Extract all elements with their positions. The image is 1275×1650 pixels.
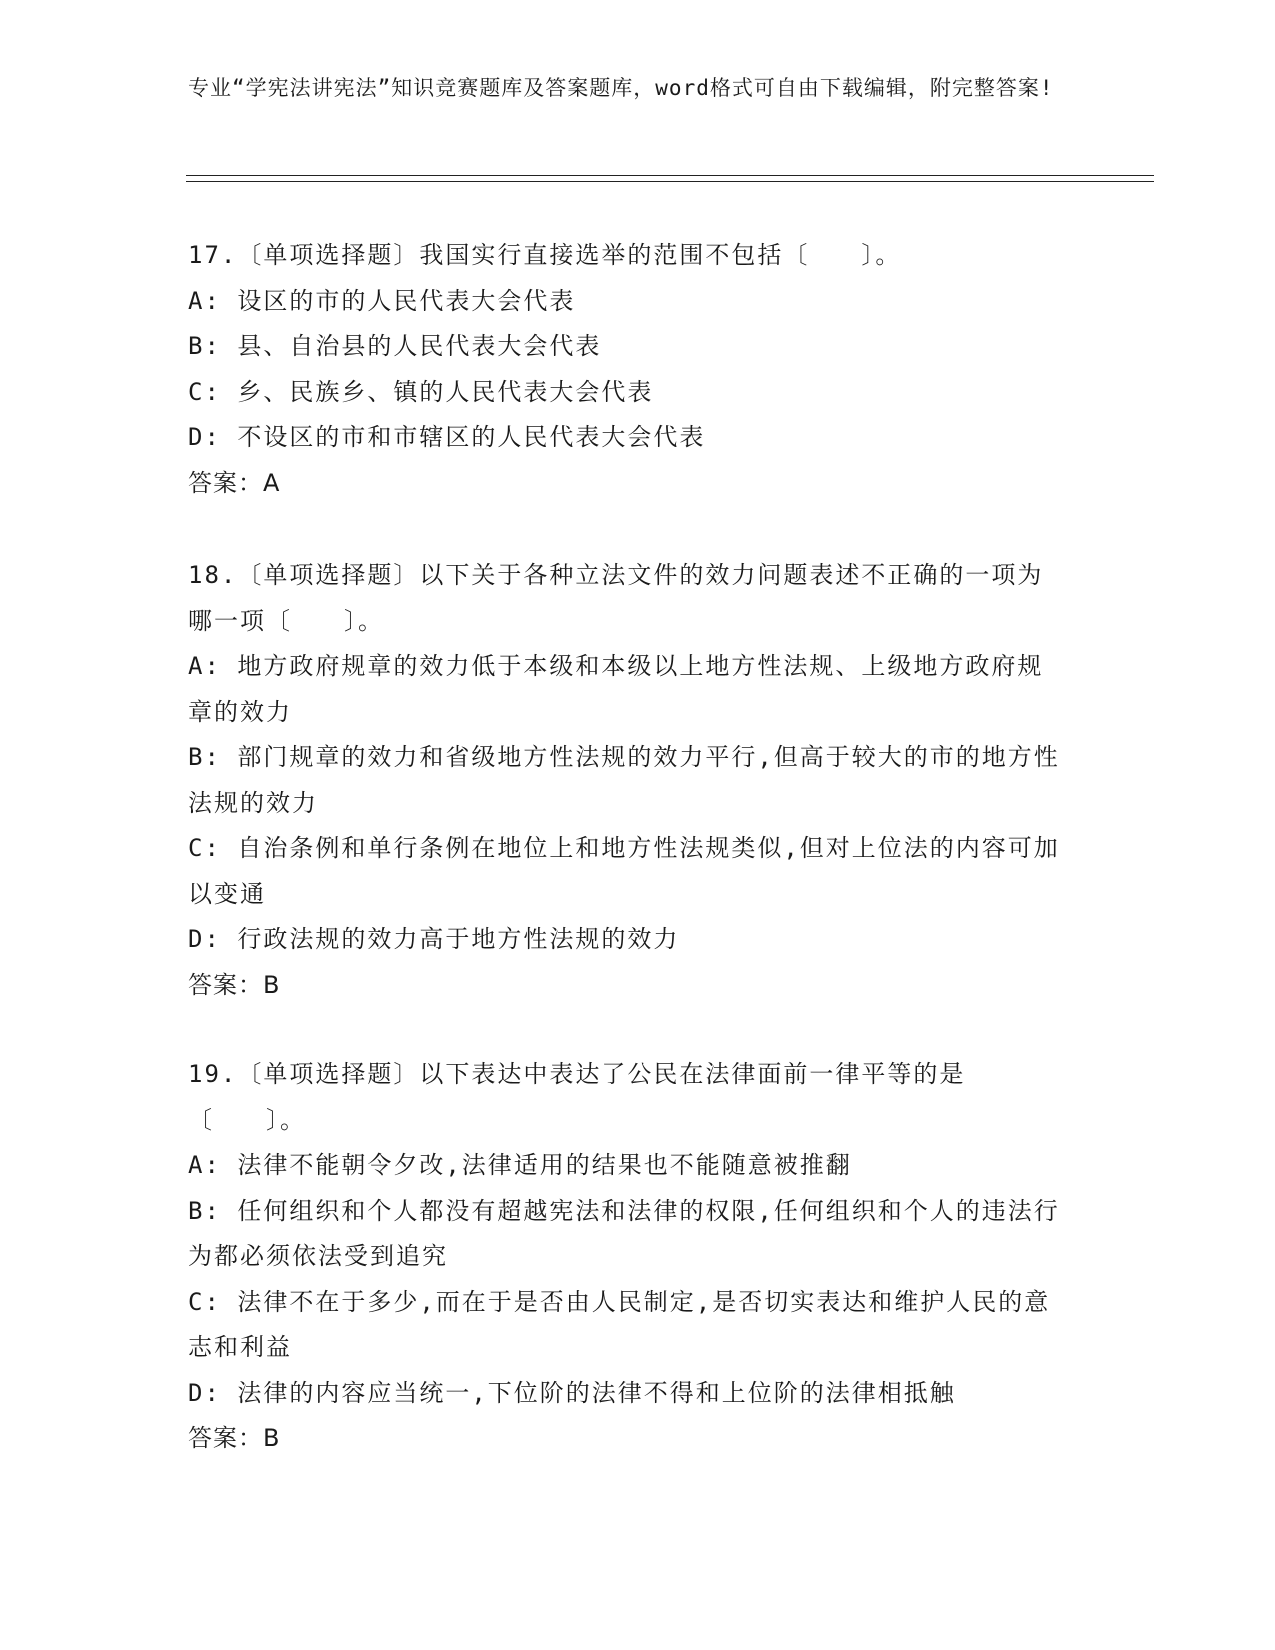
question-stem: 18.〔单项选择题〕以下关于各种立法文件的效力问题表述不正确的一项为哪一项〔 〕。	[188, 561, 1044, 635]
option-a: A: 地方政府规章的效力低于本级和本级以上地方性法规、上级地方政府规章的效力	[188, 652, 1044, 726]
header-text: 专业“学宪法讲宪法”知识竞赛题库及答案题库，word格式可自由下载编辑，附完整答案!	[188, 76, 1054, 100]
question-18	[188, 553, 1068, 1008]
option-c: C: 法律不在于多少,而在于是否由人民制定,是否切实表达和维护人民的意志和利益	[188, 1287, 1051, 1361]
option-d: D: 法律的内容应当统一,下位阶的法律不得和上位阶的法律相抵触	[188, 1378, 956, 1407]
option-a: A: 法律不能朝令夕改,法律适用的结果也不能随意被推翻	[188, 1151, 852, 1179]
option-b: B: 任何组织和个人都没有超越宪法和法律的权限,任何组织和个人的违法行为都必须依法受到追究	[188, 1196, 1060, 1270]
option-b: B: 县、自治县的人民代表大会代表	[188, 332, 602, 360]
answer: 答案：A	[188, 468, 281, 497]
option-d: D: 行政法规的效力高于地方性法规的效力	[188, 925, 680, 953]
question-stem: 19.〔单项选择题〕以下表达中表达了公民在法律面前一律平等的是〔 〕。	[188, 1060, 966, 1134]
question-17	[188, 233, 1068, 506]
answer: 答案：B	[188, 1424, 281, 1452]
option-d: D: 不设区的市和市辖区的人民代表大会代表	[188, 423, 706, 451]
option-a: A: 设区的市的人民代表大会代表	[188, 286, 576, 315]
question-19	[188, 1052, 1068, 1462]
answer: 答案：B	[188, 970, 281, 999]
document-header	[188, 72, 1068, 104]
header-divider-top	[186, 175, 1154, 176]
question-stem: 17.〔单项选择题〕我国实行直接选举的范围不包括〔 〕。	[188, 241, 902, 269]
option-c: C: 自治条例和单行条例在地位上和地方性法规类似,但对上位法的内容可加以变通	[188, 834, 1060, 908]
header-divider-bottom	[186, 181, 1154, 182]
option-c: C: 乡、民族乡、镇的人民代表大会代表	[188, 377, 654, 406]
option-b: B: 部门规章的效力和省级地方性法规的效力平行,但高于较大的市的地方性法规的效力	[188, 743, 1060, 817]
